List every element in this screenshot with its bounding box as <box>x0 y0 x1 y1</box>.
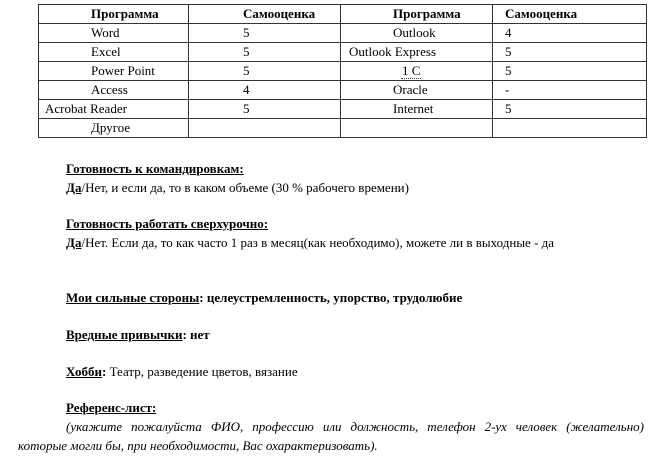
references-heading: Референс-лист: <box>66 400 157 415</box>
table-header-row <box>39 5 647 24</box>
rating-cell: 5 <box>493 62 647 81</box>
strengths-section <box>18 288 644 307</box>
habits-value: нет <box>186 327 210 342</box>
overtime-answer <box>18 233 644 252</box>
header-rating-2: Самооценка <box>493 5 647 24</box>
program-cell: Access <box>39 81 189 100</box>
table-row <box>39 43 647 62</box>
table-row <box>39 24 647 43</box>
references-note: (укажите пожалуйста ФИО, профессию или должность, телефон 2-ух человек (желательно) которые могли бы, при необходимости, Вас охарактеризовать). <box>18 419 644 453</box>
references-section <box>18 398 644 455</box>
travel-yes: Да <box>66 180 82 195</box>
hobby-value: Театр, разведение цветов, вязание <box>106 364 298 379</box>
overtime-answer-text: /Нет. Если да, то как часто 1 раз в месяц(как необходимо), можете ли в выходные - да <box>81 235 555 250</box>
strengths-colon: : <box>199 290 204 305</box>
header-program-1: Программа <box>39 5 189 24</box>
rating-cell <box>493 119 647 138</box>
program-cell: Outlook <box>341 24 493 43</box>
travel-section <box>18 159 644 197</box>
program-cell: Oracle <box>341 81 493 100</box>
program-cell: Power Point <box>39 62 189 81</box>
rating-cell: 4 <box>189 81 341 100</box>
program-name-underlined: 1 C <box>402 63 421 78</box>
overtime-heading: Готовность работать сверхурочно: <box>66 216 269 231</box>
overtime-section <box>18 214 644 252</box>
habits-section <box>18 325 644 344</box>
travel-answer-text: /Нет, и если да, то в каком объеме (30 % рабочего времени) <box>81 180 409 195</box>
rating-cell <box>189 119 341 138</box>
habits-colon: : <box>182 327 187 342</box>
rating-cell: 4 <box>493 24 647 43</box>
rating-cell: 5 <box>189 43 341 62</box>
hobby-heading: Хобби <box>66 364 102 379</box>
program-cell: Word <box>39 24 189 43</box>
rating-cell: 5 <box>493 43 647 62</box>
hobby-section <box>18 362 644 381</box>
travel-heading: Готовность к командировкам: <box>66 161 244 176</box>
hobby-colon: : <box>101 364 107 379</box>
rating-cell: 5 <box>189 24 341 43</box>
habits-heading: Вредные привычки <box>66 327 183 342</box>
overtime-yes: Да <box>66 235 82 250</box>
program-cell: Outlook Express <box>341 43 493 62</box>
strengths-heading: Мои сильные стороны <box>66 290 200 305</box>
program-cell: Internet <box>341 100 493 119</box>
table-row <box>39 62 647 81</box>
rating-cell: 5 <box>189 62 341 81</box>
table-row <box>39 119 647 138</box>
program-cell <box>341 62 493 81</box>
rating-cell: - <box>493 81 647 100</box>
table-row <box>39 100 647 119</box>
strengths-value: целеустремленность, упорство, трудолюбие <box>203 290 463 305</box>
software-skills-table <box>38 4 647 138</box>
header-program-2: Программа <box>341 5 493 24</box>
header-rating-1: Самооценка <box>189 5 341 24</box>
program-cell: Acrobat Reader <box>39 100 189 119</box>
rating-cell: 5 <box>493 100 647 119</box>
program-cell: Другое <box>39 119 189 138</box>
travel-answer <box>18 178 644 197</box>
rating-cell: 5 <box>189 100 341 119</box>
program-cell <box>341 119 493 138</box>
table-row <box>39 81 647 100</box>
program-cell: Excel <box>39 43 189 62</box>
